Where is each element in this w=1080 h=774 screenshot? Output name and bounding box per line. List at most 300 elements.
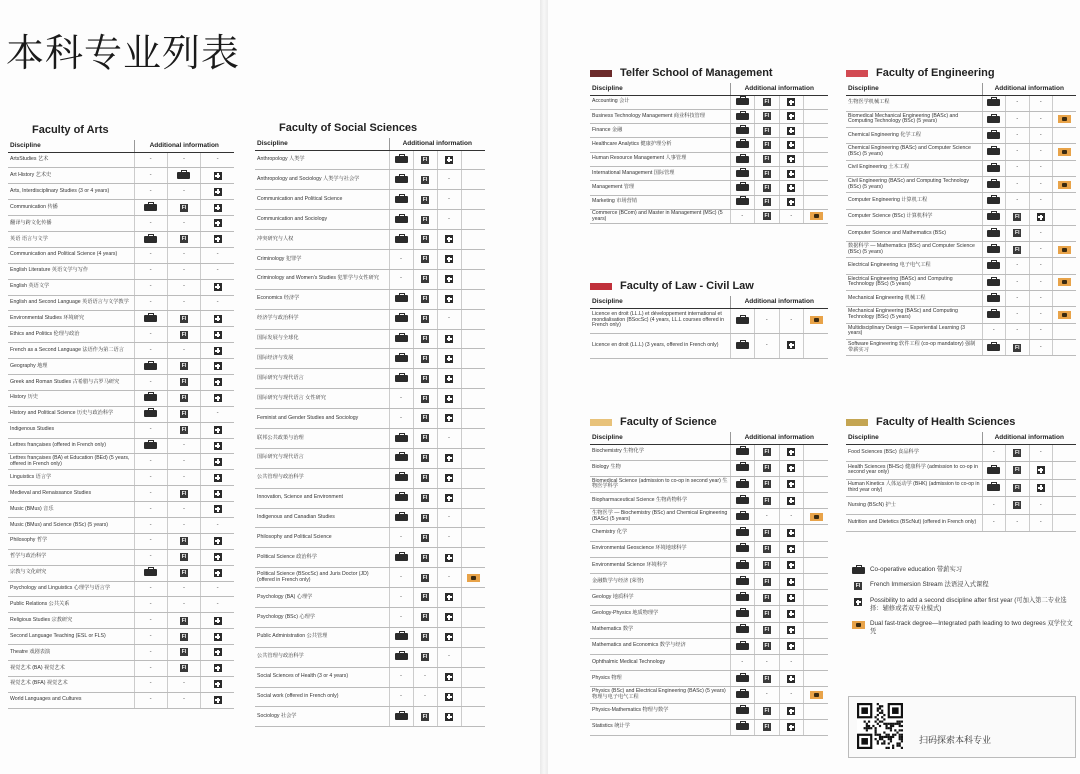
info-cell: [730, 622, 755, 638]
not-available-dash: -: [1016, 311, 1019, 318]
info-cell: [461, 588, 485, 608]
info-cell: [982, 176, 1006, 192]
french-immersion-icon: FI: [764, 156, 769, 163]
second-discipline-plus-icon: [445, 633, 453, 641]
not-available-dash: -: [216, 585, 219, 592]
info-cell: [134, 279, 167, 295]
co-op-briefcase-icon: [177, 172, 190, 179]
info-cell: [201, 311, 234, 327]
second-discipline-plus-icon: [787, 112, 795, 120]
info-cell: [755, 152, 780, 166]
faculty-law: [590, 276, 828, 359]
info-cell: [982, 462, 1006, 480]
table-row: [846, 193, 1076, 209]
info-cell: [201, 692, 234, 708]
info-cell: [134, 200, 167, 216]
not-available-dash: -: [1039, 148, 1042, 155]
not-available-dash: -: [1039, 278, 1042, 285]
discipline-name: Communication and Political Science (4 years): [8, 247, 134, 263]
french-immersion-icon: FI: [422, 196, 428, 203]
table-row: [590, 687, 828, 703]
french-immersion-icon: FI: [422, 435, 428, 442]
info-cell: [461, 448, 485, 468]
info-cell: [1053, 462, 1077, 480]
info-cell: [779, 209, 804, 223]
info-cell: [1029, 307, 1053, 323]
info-cell: [389, 389, 413, 409]
second-discipline-plus-icon: [214, 347, 222, 355]
discipline-name: Mechanical Engineering 机械工程: [846, 291, 982, 307]
info-cell: [134, 359, 167, 375]
info-cell: [1006, 274, 1030, 290]
info-cell: [461, 369, 485, 389]
discipline-name: International Management 国际管理: [590, 166, 730, 180]
french-immersion-icon: FI: [181, 204, 187, 211]
discipline-name: Finance 金融: [590, 124, 730, 138]
info-cell: [779, 525, 804, 541]
french-immersion-icon: FI: [764, 184, 769, 191]
table-row: [590, 181, 828, 195]
second-discipline-plus-icon: [445, 613, 453, 621]
discipline-name: Arts, Interdisciplinary Studies (3 or 4 years): [8, 184, 134, 200]
co-op-briefcase-icon: [395, 335, 408, 342]
discipline-name: Electrical Engineering (BASc) and Computing Technology (BSc) (5 years): [846, 274, 982, 290]
second-discipline-plus-icon: [787, 480, 795, 488]
french-immersion-icon: FI: [764, 113, 769, 120]
info-cell: [437, 230, 461, 250]
info-cell: [437, 488, 461, 508]
discipline-table: [590, 83, 828, 224]
second-discipline-plus-icon: [787, 464, 795, 472]
table-row: [255, 528, 485, 548]
info-cell: [201, 247, 234, 263]
discipline-name: Biopharmaceutical Science 生物药物科学: [590, 493, 730, 509]
table-row: [590, 109, 828, 123]
info-cell: [461, 349, 485, 369]
not-available-dash: -: [448, 573, 450, 580]
info-cell: [413, 329, 437, 349]
not-available-dash: -: [149, 600, 152, 607]
not-available-dash: -: [448, 653, 450, 660]
second-discipline-plus-icon: [445, 156, 453, 164]
info-cell: [389, 329, 413, 349]
discipline-table: [8, 140, 234, 709]
table-row: [590, 557, 828, 573]
co-op-briefcase-icon: [736, 691, 749, 698]
second-discipline-plus-icon: [787, 170, 795, 178]
info-cell: [413, 409, 437, 429]
info-cell: [134, 629, 167, 645]
faculty-heading: [846, 412, 1076, 432]
info-cell: [730, 460, 755, 476]
info-cell: [134, 247, 167, 263]
discipline-name: Multidisciplinary Design — Experiential Learning (3 years): [846, 323, 982, 339]
second-discipline-plus-icon: [787, 497, 795, 505]
table-row: [590, 308, 828, 333]
info-cell: [755, 703, 780, 719]
discipline-name: ArtsStudies 艺术: [8, 152, 134, 168]
info-cell: [437, 468, 461, 488]
french-immersion-icon: FI: [422, 634, 428, 641]
co-op-briefcase-icon: [736, 141, 749, 148]
french-immersion-icon: FI: [181, 379, 187, 386]
french-immersion-icon: FI: [181, 633, 187, 640]
second-discipline-plus-icon: [787, 198, 795, 206]
info-cell: [779, 95, 804, 109]
second-discipline-plus-icon: [214, 664, 222, 672]
info-cell: [167, 168, 200, 184]
french-immersion-icon: FI: [181, 363, 187, 370]
co-op-briefcase-icon: [395, 156, 408, 163]
info-cell: [1006, 497, 1030, 515]
info-cell: [1029, 291, 1053, 307]
info-cell: [804, 687, 829, 703]
not-available-dash: -: [1016, 294, 1019, 301]
legend-text: French Immersion Stream 法语浸入式课程: [870, 581, 989, 588]
co-op-briefcase-icon: [736, 184, 749, 191]
discipline-name: Political Science (BSocSc) and Juris Doctor (JD) (offered in French only): [255, 568, 389, 588]
co-op-briefcase-icon: [987, 230, 1000, 237]
info-cell: [1053, 176, 1077, 192]
legend-symbol: [846, 566, 870, 574]
info-cell: [730, 574, 755, 590]
french-immersion-icon: FI: [422, 276, 428, 283]
info-cell: [413, 588, 437, 608]
table-row: [846, 462, 1076, 480]
info-cell: [755, 541, 780, 557]
info-cell: [755, 493, 780, 509]
second-discipline-plus-icon: [214, 458, 222, 466]
discipline-header: Discipline: [590, 296, 730, 308]
co-op-briefcase-icon: [987, 295, 1000, 302]
info-cell: [461, 627, 485, 647]
french-immersion-icon: FI: [181, 554, 187, 561]
co-op-briefcase-icon: [987, 213, 1000, 220]
info-cell: [461, 210, 485, 230]
discipline-name: Environmental Science 环境科学: [590, 557, 730, 573]
info-cell: [413, 667, 437, 687]
second-discipline-plus-icon: [1037, 484, 1045, 492]
french-immersion-icon: FI: [422, 355, 428, 362]
table-row: [255, 249, 485, 269]
table-row: [590, 671, 828, 687]
info-cell: [167, 422, 200, 438]
info-cell: [755, 95, 780, 109]
info-cell: [982, 307, 1006, 323]
table-row: [590, 152, 828, 166]
info-cell: [437, 588, 461, 608]
co-op-briefcase-icon: [987, 246, 1000, 253]
info-cell: [730, 166, 755, 180]
table-row: [8, 502, 234, 518]
info-cell: [167, 327, 200, 343]
info-cell: [134, 231, 167, 247]
table-row: [8, 565, 234, 581]
second-discipline-plus-icon: [214, 235, 222, 243]
info-cell: [1029, 111, 1053, 127]
info-cell: [389, 369, 413, 389]
info-cell: [167, 184, 200, 200]
info-cell: [389, 508, 413, 528]
info-cell: [134, 184, 167, 200]
not-available-dash: -: [1039, 343, 1042, 350]
co-op-briefcase-icon: [987, 116, 1000, 123]
info-cell: [730, 703, 755, 719]
not-available-dash: -: [1016, 519, 1019, 526]
faculty-heading: [846, 63, 1076, 83]
co-op-briefcase-icon: [736, 723, 749, 730]
co-op-briefcase-icon: [736, 675, 749, 682]
legend-text: Co-operative education 带薪实习: [870, 566, 963, 573]
french-immersion-icon: FI: [1015, 214, 1020, 221]
info-cell: [982, 209, 1006, 225]
info-cell: [1053, 128, 1077, 144]
table-row: [590, 606, 828, 622]
info-cell: [804, 671, 829, 687]
not-available-dash: -: [149, 680, 152, 687]
legend-item: [846, 581, 1076, 590]
info-cell: [982, 274, 1006, 290]
info-cell: [461, 249, 485, 269]
info-cell: [201, 390, 234, 406]
info-cell: [1006, 176, 1030, 192]
info-cell: [1029, 209, 1053, 225]
info-cell: [437, 647, 461, 667]
info-cell: [1006, 242, 1030, 258]
not-available-dash: -: [448, 315, 450, 322]
co-op-briefcase-icon: [736, 448, 749, 455]
info-cell: [779, 687, 804, 703]
french-immersion-icon: FI: [764, 546, 769, 553]
faculty-color-bar: [590, 283, 612, 290]
table-row: [8, 629, 234, 645]
not-available-dash: -: [149, 299, 152, 306]
info-cell: [1029, 176, 1053, 192]
info-cell: [982, 497, 1006, 515]
table-row: [846, 144, 1076, 160]
info-cell: [779, 152, 804, 166]
info-cell: [1053, 444, 1077, 462]
co-op-briefcase-icon: [736, 156, 749, 163]
french-immersion-icon: FI: [764, 529, 769, 536]
info-cell: [461, 150, 485, 170]
info-cell: [389, 269, 413, 289]
info-cell: [755, 333, 780, 358]
info-cell: [1006, 111, 1030, 127]
not-available-dash: -: [1039, 229, 1042, 236]
not-available-dash: -: [149, 426, 152, 433]
info-cell: [804, 138, 829, 152]
discipline-name: English 英语文学: [8, 279, 134, 295]
info-cell: [1029, 144, 1053, 160]
info-cell: [134, 581, 167, 597]
french-immersion-icon: FI: [422, 455, 428, 462]
info-cell: [779, 622, 804, 638]
info-cell: [982, 95, 1006, 111]
info-cell: [134, 390, 167, 406]
info-cell: [1006, 291, 1030, 307]
french-immersion-icon: FI: [422, 554, 428, 561]
discipline-name: 哲学与政治科学: [8, 549, 134, 565]
discipline-name: 视觉艺术 (BA) 视觉艺术: [8, 661, 134, 677]
discipline-name: Business Technology Management 商业科技管理: [590, 109, 730, 123]
not-available-dash: -: [448, 434, 450, 441]
table-row: [590, 703, 828, 719]
discipline-name: English Literature 英语文学与写作: [8, 263, 134, 279]
info-cell: [167, 549, 200, 565]
discipline-name: 金融数学与经济 (荣誉): [590, 574, 730, 590]
info-cell: [167, 295, 200, 311]
info-cell: [779, 333, 804, 358]
info-cell: [389, 409, 413, 429]
second-discipline-plus-icon: [787, 723, 795, 731]
faculty-social: [255, 118, 485, 727]
french-immersion-icon: FI: [764, 708, 769, 714]
info-cell: [413, 508, 437, 528]
info-cell: [779, 109, 804, 123]
discipline-name: Philosophy 哲学: [8, 533, 134, 549]
discipline-name: Licence en droit (LL.L) (3 years, offered in French only): [590, 333, 730, 358]
discipline-name: Nutrition and Dietetics (BScNut) (offered in French only): [846, 514, 982, 532]
table-row: [255, 448, 485, 468]
french-immersion-icon: FI: [181, 315, 187, 322]
not-available-dash: -: [1016, 180, 1019, 187]
info-cell: [755, 460, 780, 476]
discipline-table: [590, 432, 828, 736]
french-immersion-icon: FI: [181, 427, 187, 433]
second-discipline-plus-icon: [214, 188, 222, 196]
info-cell: [413, 150, 437, 170]
not-available-dash: -: [216, 299, 219, 306]
second-discipline-plus-icon: [214, 505, 222, 513]
table-row: [255, 150, 485, 170]
discipline-name: 生物医学机械工程: [846, 95, 982, 111]
symbol-legend: [846, 566, 1076, 643]
info-cell: [413, 249, 437, 269]
discipline-name: Physics-Mathematics 物理与数学: [590, 703, 730, 719]
not-available-dash: -: [149, 473, 152, 480]
french-immersion-icon: FI: [181, 665, 187, 672]
not-available-dash: -: [400, 573, 402, 580]
info-cell: [1053, 242, 1077, 258]
info-cell: [167, 374, 200, 390]
not-available-dash: -: [448, 514, 450, 521]
not-available-dash: -: [424, 693, 426, 700]
info-cell: [1029, 193, 1053, 209]
info-cell: [982, 291, 1006, 307]
second-discipline-plus-icon: [214, 426, 222, 434]
discipline-name: Geography 地理: [8, 359, 134, 375]
second-discipline-plus-icon: [445, 355, 453, 363]
discipline-name: Health Sciences (BHSc) 健康科学 (admission to co-op in second year only): [846, 462, 982, 480]
not-available-dash: -: [741, 658, 744, 665]
discipline-name: Second Language Teaching (ESL or FLS): [8, 629, 134, 645]
info-cell: [730, 638, 755, 654]
table-row: [846, 209, 1076, 225]
info-cell: [413, 210, 437, 230]
not-available-dash: -: [149, 171, 152, 178]
table-row: [8, 231, 234, 247]
discipline-name: Art History 艺术史: [8, 168, 134, 184]
not-available-dash: -: [1039, 131, 1042, 138]
table-row: [8, 454, 234, 470]
table-row: [8, 168, 234, 184]
info-cell: [167, 216, 200, 232]
second-discipline-plus-icon: [445, 414, 453, 422]
info-cell: [804, 574, 829, 590]
discipline-name: Physics (BSc) and Electrical Engineering (BASc) (5 years) 物理与电子电气工程: [590, 687, 730, 703]
qr-code-icon[interactable]: [857, 703, 903, 749]
co-op-briefcase-icon: [395, 315, 408, 322]
discipline-name: Chemistry 化学: [590, 525, 730, 541]
co-op-briefcase-icon: [736, 626, 749, 633]
info-cell: [437, 607, 461, 627]
info-cell: [755, 525, 780, 541]
info-cell: [413, 230, 437, 250]
table-row: [590, 95, 828, 109]
table-row: [8, 613, 234, 629]
discipline-name: Licence en droit (LL.L) et développement international et mondialisation (BSocSc) (4 years, LL.L courses offered in French only): [590, 308, 730, 333]
co-op-briefcase-icon: [987, 484, 1000, 491]
info-cell: [730, 124, 755, 138]
faculty-color-bar: [846, 419, 868, 426]
info-cell: [201, 470, 234, 486]
discipline-name: Criminology and Women's Studies 犯罪学与女性研究: [255, 269, 389, 289]
table-row: [590, 476, 828, 492]
co-op-briefcase-icon: [395, 355, 408, 362]
info-cell: [1006, 323, 1030, 339]
table-row: [255, 588, 485, 608]
qr-panel: [848, 696, 1076, 758]
not-available-dash: -: [149, 346, 152, 353]
info-cell: [167, 438, 200, 454]
dual-degree-icon: [1058, 246, 1071, 254]
info-cell: [413, 687, 437, 707]
french-immersion-icon: FI: [422, 156, 428, 163]
info-cell: [461, 170, 485, 190]
dual-degree-icon: [810, 316, 823, 324]
not-available-dash: -: [448, 175, 450, 182]
discipline-name: 公共管理与政治科学: [255, 647, 389, 667]
discipline-name: Criminology 犯罪学: [255, 249, 389, 269]
second-discipline-plus-icon: [787, 626, 795, 634]
info-cell: [134, 502, 167, 518]
co-op-briefcase-icon: [144, 236, 157, 243]
info-cell: [804, 525, 829, 541]
info-cell: [389, 349, 413, 369]
table-row: [8, 374, 234, 390]
second-discipline-plus-icon: [214, 394, 222, 402]
table-row: [846, 479, 1076, 497]
legend-symbol: [846, 620, 870, 629]
table-row: [255, 428, 485, 448]
second-discipline-plus-icon: [214, 553, 222, 561]
info-cell: [804, 541, 829, 557]
info-cell: [1006, 144, 1030, 160]
faculty-name: Faculty of Social Sciences: [279, 122, 418, 134]
co-op-briefcase-icon: [395, 474, 408, 481]
not-available-dash: -: [448, 195, 450, 202]
discipline-name: Computer Science and Mathematics (BSc): [846, 225, 982, 241]
info-cell: [437, 269, 461, 289]
info-cell: [755, 109, 780, 123]
info-cell: [1006, 193, 1030, 209]
info-cell: [134, 406, 167, 422]
info-cell: [437, 667, 461, 687]
info-cell: [982, 144, 1006, 160]
info-cell: [779, 654, 804, 670]
info-cell: [413, 607, 437, 627]
